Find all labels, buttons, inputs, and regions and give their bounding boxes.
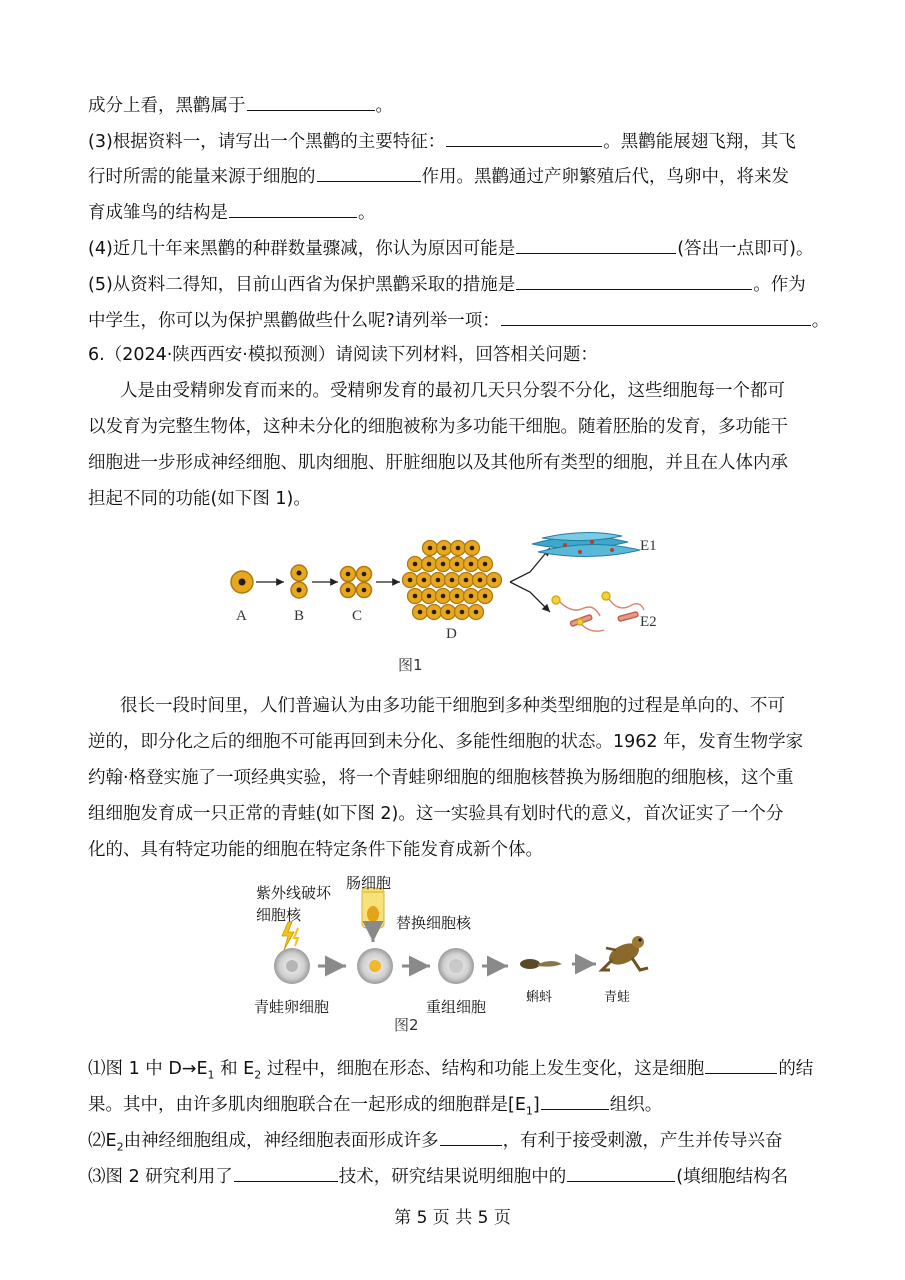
line-2: (3)根据资料一，请写出一个黑鹳的主要特征： 。黑鹳能展翅飞翔，其飞: [88, 128, 796, 154]
recombined-cell: [438, 948, 474, 984]
cell-a: [231, 571, 253, 593]
line-4: 育成雏鸟的结构是 。: [88, 199, 376, 225]
cell-d-nucleus: [428, 546, 433, 551]
label-e1: E1: [640, 538, 657, 554]
cell-d-nucleus: [464, 578, 469, 583]
cell-d-nucleus: [422, 578, 427, 583]
lightning-icon: [282, 922, 298, 950]
cell-d-nucleus: [470, 546, 475, 551]
cell-d-nucleus: [492, 578, 497, 583]
cell-d-nucleus: [427, 594, 432, 599]
cell-d-nucleus: [456, 546, 461, 551]
cell-d-nucleus: [418, 610, 423, 615]
cell-d-nucleus: [446, 610, 451, 615]
cell-d-nucleus: [478, 578, 483, 583]
line-1: 成分上看，黑鹳属于 。: [88, 92, 393, 118]
question-3: ⑶图 2 研究利用了 技术，研究结果说明细胞中的 (填细胞结构名: [88, 1163, 788, 1189]
para-1-line-2: 以发育为完整生物体，这种未分化的细胞被称为多功能干细胞。随着胚胎的发育，多功能干: [88, 417, 788, 437]
muscle-cells-e1: [532, 532, 640, 556]
label-c: C: [352, 608, 363, 624]
label-b: B: [294, 608, 305, 624]
label-frog-egg-cell: 青蛙卵细胞: [254, 998, 330, 1016]
para-2-line-5: 化的、具有特定功能的细胞在特定条件下能发育成新个体。: [88, 840, 543, 860]
cell-d-nucleus: [450, 578, 455, 583]
para-1-line-3: 细胞进一步形成神经细胞、肌肉细胞、肝脏细胞以及其他所有类型的细胞，并且在人体内承: [88, 453, 788, 473]
label-tadpole: 蝌蚪: [526, 990, 553, 1005]
question-1-line-2: 果。其中，由许多肌肉细胞联合在一起形成的细胞群是$[E_1]$ 组织。: [88, 1091, 662, 1124]
cell-d-nucleus: [469, 594, 474, 599]
line-7: 中学生，你可以为保护黑鹳做些什么呢?请列举一项： 。: [88, 307, 829, 333]
label-replace-nucleus: 替换细胞核: [396, 914, 472, 932]
question-1-line-1: ⑴图 1 中 $D\to E_1$ 和 $E_2$ 过程中，细胞在形态、结构和功能上发生变化，这是细胞 的结: [88, 1055, 813, 1088]
cell-d-nucleus: [408, 578, 413, 583]
frog-egg-cell: [274, 948, 310, 984]
line-3: 行时所需的能量来源于细胞的 作用。黑鹳通过产卵繁殖后代，鸟卵中，将来发: [88, 163, 789, 189]
cell-d-nucleus: [474, 610, 479, 615]
cell-d-nucleus: [483, 594, 488, 599]
tadpole-icon: [520, 959, 562, 969]
cell-d-nucleus: [483, 562, 488, 567]
cell-d-nucleus: [460, 610, 465, 615]
cell-c: [341, 567, 372, 598]
label-intestine-cell: 肠细胞: [346, 874, 392, 892]
cell-d-nucleus: [455, 594, 460, 599]
question-2: $⑵E_2$由神经细胞组成，神经细胞表面形成许多 ，有利于接受刺激，产生并传导兴奋: [88, 1127, 783, 1160]
cell-d-nucleus: [436, 578, 441, 583]
frog-icon: [602, 936, 648, 970]
label-uv-destroy-nucleus: 紫外线破坏 细胞核: [256, 884, 332, 924]
cell-d-nucleus: [427, 562, 432, 567]
figure-2-caption: 图2: [394, 1016, 419, 1034]
page-footer: 第 5 页 共 5 页: [394, 1208, 511, 1228]
cell-d-nucleus: [442, 546, 447, 551]
para-1-line-1: 人是由受精卵发育而来的。受精卵发育的最初几天只分裂不分化，这些细胞每一个都可: [120, 381, 785, 401]
label-recombined-cell: 重组细胞: [426, 998, 487, 1016]
label-a: A: [236, 608, 247, 624]
label-frog: 青蛙: [604, 990, 631, 1005]
para-2-line-2: 逆的，即分化之后的细胞不可能再回到未分化、多能性细胞的状态。1962 年，发育生物学家: [88, 732, 804, 752]
label-e2: E2: [640, 614, 657, 630]
enucleated-egg-cell: [357, 948, 393, 984]
label-d: D: [446, 626, 457, 642]
intestine-cell: [362, 888, 384, 928]
cell-d-nucleus: [413, 562, 418, 567]
question-6-header: 6.（2024·陕西西安·模拟预测）请阅读下列材料，回答相关问题：: [88, 345, 598, 365]
cell-d-nucleus: [432, 610, 437, 615]
para-2-line-4: 组细胞发育成一只正常的青蛙(如下图 2)。这一实验具有划时代的意义，首次证实了一个分: [88, 804, 784, 824]
figure-1-caption: 图1: [398, 656, 423, 674]
nerve-cells-e2: [552, 592, 644, 631]
para-2-line-3: 约翰·格登实施了一项经典实验，将一个青蛙卵细胞的细胞核替换为肠细胞的细胞核，这个重: [88, 768, 794, 788]
line-5: (4)近几十年来黑鹳的种群数量骤减，你认为原因可能是 (答出一点即可)。: [88, 235, 813, 261]
cell-d: [403, 541, 502, 620]
cell-d-nucleus: [469, 562, 474, 567]
cell-d-nucleus: [413, 594, 418, 599]
para-2-line-1: 很长一段时间里，人们普遍认为由多功能干细胞到多种类型细胞的过程是单向的、不可: [120, 696, 785, 716]
line-6: (5)从资料二得知，目前山西省为保护黑鹳采取的措施是 。作为: [88, 271, 806, 297]
cell-d-nucleus: [455, 562, 460, 567]
cell-d-nucleus: [441, 594, 446, 599]
cell-d-nucleus: [441, 562, 446, 567]
cell-b: [291, 565, 307, 598]
para-1-line-4: 担起不同的功能(如下图 1)。: [88, 489, 311, 509]
